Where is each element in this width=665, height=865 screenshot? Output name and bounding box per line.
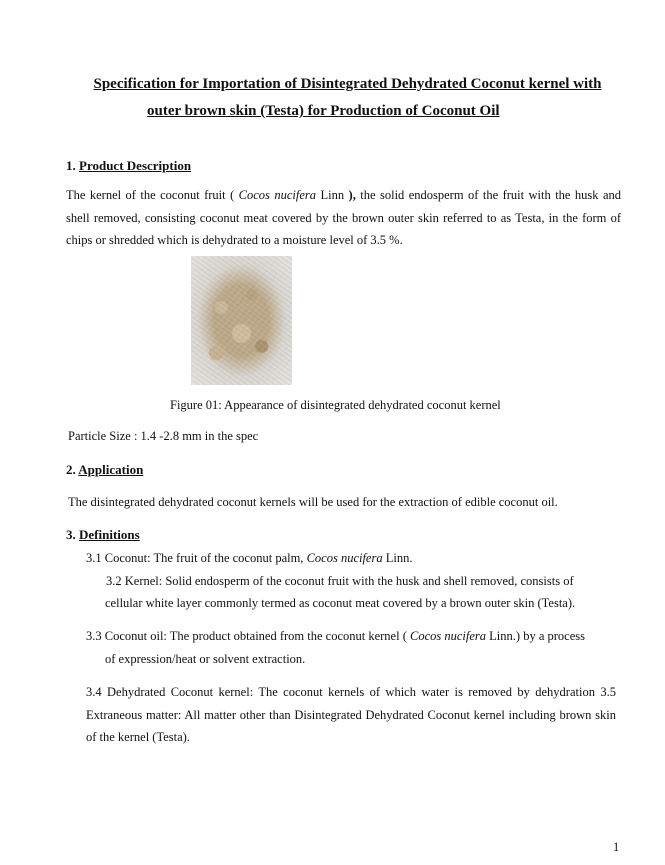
- section-title: Product Description: [79, 158, 192, 173]
- coconut-kernel-photo: [191, 256, 292, 385]
- definition-3-1: [86, 547, 412, 570]
- definition-3-2-line-2: cellular white layer commonly termed as coconut meat covered by a brown outer skin (Testa).: [105, 596, 576, 610]
- description-text-rest: the solid endosperm of the fruit with the husk and shell removed, consisting coconut meat covered by the brown outer skin referred to as Testa, in the form of chips or shredded which is dehydrated to a moisture level of 3.5 %.: [66, 188, 621, 247]
- definition-text: Linn.) by a process: [486, 629, 585, 643]
- page-number: 1: [613, 840, 620, 854]
- species-name: Cocos nucifera: [238, 188, 317, 202]
- section-title: Application: [78, 462, 144, 477]
- definition-3-3-line-2: of expression/heat or solvent extraction.: [105, 652, 306, 666]
- definition-text: 3.3 Coconut oil: The product obtained from the coconut kernel (: [86, 629, 410, 643]
- definition-3-4-3-5: 3.4 Dehydrated Coconut kernel: The coconut kernels of which water is removed by dehydration 3.5 Extraneous matter: All matter other than Disintegrated Dehydrated Coconut kernel including brown skin of the kernel (Testa).: [86, 685, 616, 744]
- document-title-line-1: Specification for Importation of Disintegrated Dehydrated Coconut kernel with: [93, 76, 602, 92]
- figure-caption: Figure 01: Appearance of disintegrated dehydrated coconut kernel: [170, 398, 501, 412]
- document-title-line-2: outer brown skin (Testa) for Production of Coconut Oil: [147, 103, 500, 119]
- section-heading-product-description: [66, 158, 191, 174]
- particle-size-text: Particle Size : 1.4 -2.8 mm in the spec: [68, 429, 259, 443]
- species-name: Cocos nucifera: [306, 551, 383, 565]
- section-title: Definitions: [79, 527, 140, 542]
- section-heading-application: [66, 462, 143, 478]
- description-text-linn: Linn: [316, 188, 349, 202]
- definition-3-2-line-1: 3.2 Kernel: Solid endosperm of the coconut fruit with the husk and shell removed, consists of: [106, 574, 574, 588]
- description-bold-paren: ),: [348, 188, 356, 202]
- definition-3-3-line-1: [86, 625, 585, 648]
- definition-text: Linn.: [382, 551, 413, 565]
- application-paragraph: The disintegrated dehydrated coconut kernels will be used for the extraction of edible coconut oil.: [68, 495, 558, 509]
- definition-text: 3.1 Coconut: The fruit of the coconut palm,: [86, 551, 307, 565]
- species-name: Cocos nucifera: [410, 629, 487, 643]
- section-number: 2.: [66, 462, 76, 477]
- description-text-start: The kernel of the coconut fruit (: [66, 188, 239, 202]
- product-description-paragraph: [66, 184, 621, 252]
- section-number: 3.: [66, 527, 76, 542]
- section-heading-definitions: [66, 527, 140, 543]
- section-number: 1.: [66, 158, 76, 173]
